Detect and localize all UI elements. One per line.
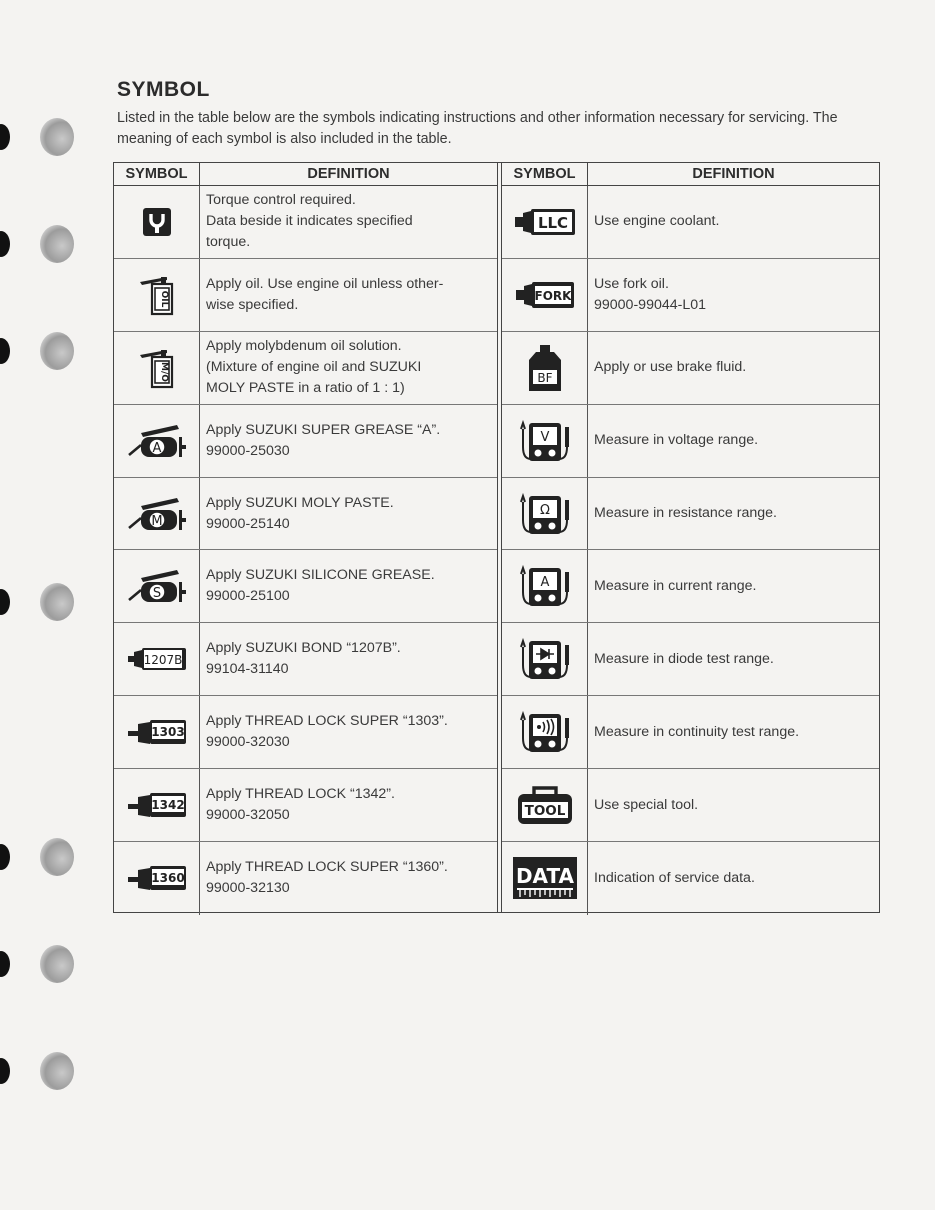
grease-m-icon [127, 494, 187, 534]
table-row [114, 405, 497, 478]
table-row [502, 332, 879, 405]
grease-s-label: S [152, 586, 161, 602]
definition-line: Measure in current range. [594, 577, 757, 594]
header-definition: DEFINITION [307, 166, 390, 182]
llc-label: LLC [537, 213, 568, 232]
table-right-half [501, 163, 879, 912]
table-header [114, 163, 497, 186]
thread-lock-1303-icon [126, 714, 188, 750]
header-symbol: SYMBOL [114, 163, 200, 185]
table-row [502, 769, 879, 842]
definition-line: Apply SUZUKI MOLY PASTE. [206, 494, 394, 511]
ammeter-icon [517, 564, 573, 608]
table-row [502, 478, 879, 551]
symbol-table [113, 162, 880, 913]
definition-line: MOLY PASTE in a ratio of 1 : 1) [206, 380, 405, 397]
continuity-test-icon [517, 710, 573, 754]
ohmmeter-icon [517, 492, 573, 536]
table-row [502, 405, 879, 478]
definition-line: Apply molybdenum oil solution. [206, 338, 402, 355]
tl1360-label: 1360 [150, 871, 185, 886]
grease-s-icon [127, 566, 187, 606]
definition-line: Apply oil. Use engine oil unless other- [206, 275, 444, 292]
data-label: DATA [515, 864, 574, 889]
ohm-label: Ω [539, 502, 550, 518]
definition-line: Use engine coolant. [594, 213, 720, 230]
definition-line: Torque control required. [206, 192, 356, 209]
torque-wrench-icon [142, 207, 172, 237]
intro-paragraph: Listed in the table below are the symbols indicating instructions and other information necessary for servicing. The meaning of each symbol is also included in the table. [117, 110, 838, 147]
definition-line: 99000-25100 [206, 588, 290, 605]
definition-line: Use fork oil. [594, 275, 669, 292]
brake-fluid-icon [527, 343, 563, 393]
definition-line: Apply THREAD LOCK SUPER “1303”. [206, 713, 448, 730]
definition-line: 99104-31140 [206, 661, 289, 678]
tl1303-label: 1303 [150, 725, 185, 740]
table-row [502, 186, 879, 259]
header-definition: DEFINITION [692, 166, 775, 182]
grease-a-label: A [152, 440, 161, 456]
oil-label: OIL [158, 290, 169, 308]
volt-label: V [540, 429, 549, 445]
table-row [114, 769, 497, 842]
definition-line: Apply THREAD LOCK SUPER “1360”. [206, 859, 448, 876]
bond-1207b-icon [126, 642, 188, 676]
thread-lock-1342-icon [126, 787, 188, 823]
thread-lock-1360-icon [126, 860, 188, 896]
definition-line: Measure in resistance range. [594, 505, 777, 521]
table-row [114, 842, 497, 915]
definition-line: Measure in diode test range. [594, 650, 774, 667]
bond-label: 1207B [143, 653, 182, 668]
definition-line: Apply THREAD LOCK “1342”. [206, 786, 395, 803]
table-row [114, 550, 497, 623]
diode-test-icon [517, 637, 573, 681]
definition-line: 99000-32050 [206, 807, 290, 824]
table-row [502, 623, 879, 696]
moly-oil-can-icon [137, 347, 177, 389]
table-row [114, 478, 497, 551]
definition-line: Use special tool. [594, 796, 699, 813]
definition-line: Apply or use brake fluid. [594, 359, 747, 376]
table-row [502, 696, 879, 769]
definition-line: Indication of service data. [594, 869, 755, 886]
definition-line: 99000-25140 [206, 515, 290, 532]
table-row [114, 696, 497, 769]
definition-line: (Mixture of engine oil and SUZUKI [206, 359, 422, 376]
table-row [502, 550, 879, 623]
definition-line: 99000-32030 [206, 734, 290, 751]
fork-label: FORK [534, 288, 571, 303]
bf-label: BF [536, 370, 553, 385]
table-row [114, 332, 497, 405]
definition-line: Measure in voltage range. [594, 432, 759, 449]
definition-line: Apply SUZUKI SUPER GREASE “A”. [206, 421, 441, 438]
definition-line: wise specified. [206, 296, 299, 313]
definition-line: Data beside it indicates specified [206, 213, 413, 230]
fork-oil-icon [514, 278, 576, 312]
service-data-icon [512, 856, 578, 900]
definition-line: Apply SUZUKI SILICONE GREASE. [206, 567, 435, 584]
tool-label: TOOL [524, 803, 565, 820]
table-row [502, 842, 879, 915]
definition-line: Apply SUZUKI BOND “1207B”. [206, 640, 401, 657]
table-row [114, 259, 497, 332]
definition-line: 99000-25030 [206, 442, 290, 459]
definition-line: 99000-99044-L01 [594, 296, 707, 313]
definition-line: 99000-32130 [206, 880, 290, 897]
moly-label: M/O [158, 361, 169, 382]
table-row [502, 259, 879, 332]
header-symbol: SYMBOL [502, 163, 588, 185]
definition-line: torque. [206, 234, 251, 251]
table-row [114, 186, 497, 259]
amp-label: A [540, 575, 549, 591]
grease-a-icon [127, 421, 187, 461]
llc-coolant-icon [513, 205, 577, 239]
table-row [114, 623, 497, 696]
table-left-half [114, 163, 498, 912]
tl1342-label: 1342 [150, 798, 185, 813]
voltmeter-icon [517, 419, 573, 463]
table-header [502, 163, 879, 186]
definition-line: Measure in continuity test range. [594, 723, 800, 740]
oil-can-icon [137, 274, 177, 316]
page-title: SYMBOL [117, 78, 210, 101]
grease-m-label: M [150, 513, 163, 529]
special-tool-icon [516, 784, 574, 826]
